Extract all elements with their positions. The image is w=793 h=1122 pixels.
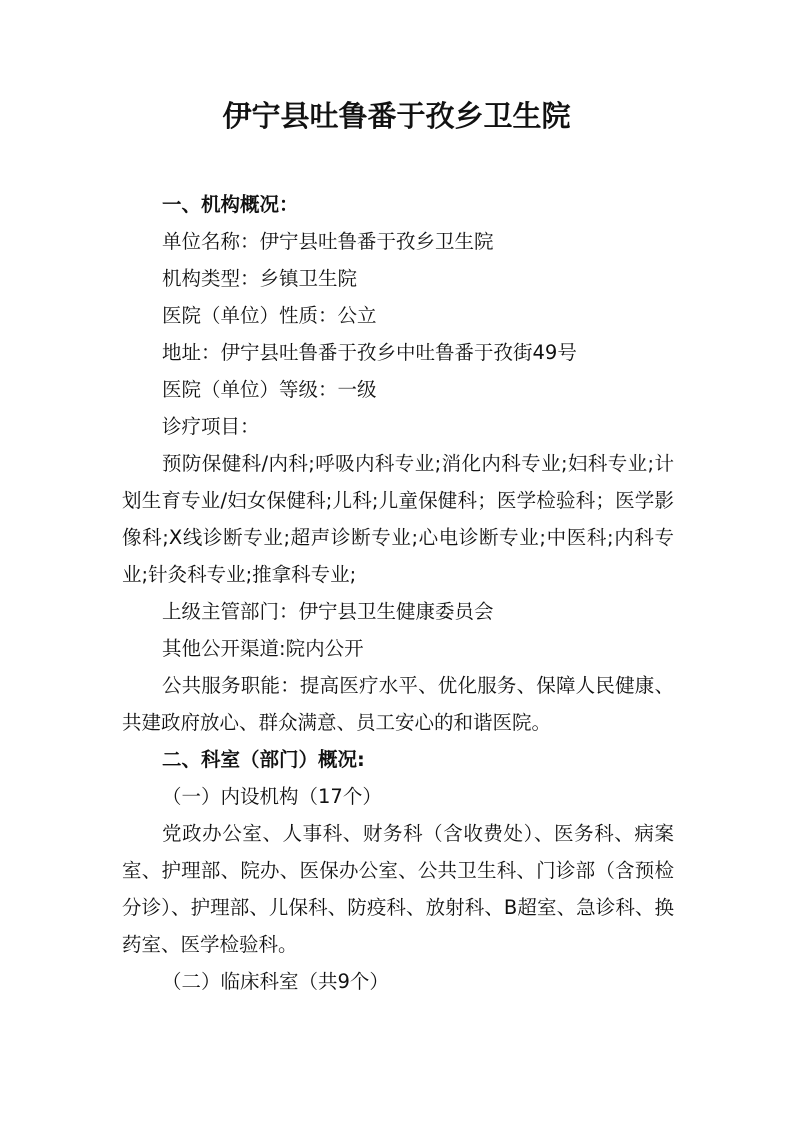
document-title: 伊宁县吐鲁番于孜乡卫生院 <box>222 99 571 133</box>
unit-name: 单位名称：伊宁县吐鲁番于孜乡卫生院 <box>162 230 494 253</box>
section1-heading: 一、机构概况： <box>162 193 299 216</box>
public-service-duty: 公共服务职能：提高医疗水平、优化服务、保障人民健康、共建政府放心、群众满意、员工安心的和谐医院。 <box>122 674 674 734</box>
address: 地址：伊宁县吐鲁番于孜乡中吐鲁番于孜街49号 <box>162 341 577 364</box>
internal-units-heading: （一）内设机构（17个） <box>162 785 382 808</box>
services-label: 诊疗项目： <box>162 415 260 438</box>
document-body <box>122 186 674 1000</box>
supervisor-dept: 上级主管部门：伊宁县卫生健康委员会 <box>162 600 494 623</box>
institution-nature: 医院（单位）性质：公立 <box>162 304 377 327</box>
section2-heading: 二、科室（部门）概况: <box>162 748 365 771</box>
services-list: 预防保健科/内科;呼吸内科专业;消化内科专业;妇科专业;计划生育专业/妇女保健科;儿科;儿童保健科；医学检验科；医学影像科;X线诊断专业;超声诊断专业;心电诊断专业;中医科;内科专业;针灸科专业;推拿科专业; <box>122 452 674 586</box>
institution-type: 机构类型：乡镇卫生院 <box>162 267 358 290</box>
internal-units-list: 党政办公室、人事科、财务科（含收费处）、医务科、病案室、护理部、院办、医保办公室、公共卫生科、门诊部（含预检分诊）、护理部、儿保科、防疫科、放射科、B超室、急诊科、换药室、医学检验科。 <box>122 822 674 956</box>
disclosure-channel: 其他公开渠道:院内公开 <box>162 637 364 660</box>
clinical-depts-heading: （二）临床科室（共9个） <box>162 970 389 993</box>
hospital-level: 医院（单位）等级：一级 <box>162 378 377 401</box>
